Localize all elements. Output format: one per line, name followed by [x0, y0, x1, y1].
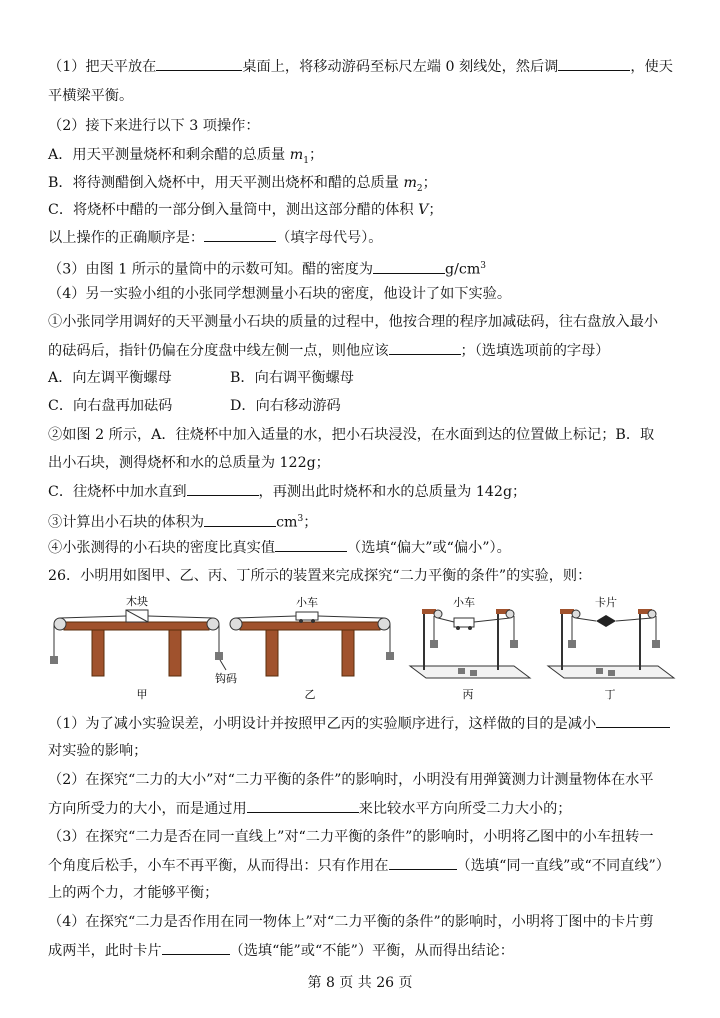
- text: （选填“同一直线”或“不同直线”）: [456, 858, 670, 874]
- answer-blank-5[interactable]: [389, 340, 461, 355]
- weight-icon: [652, 640, 660, 648]
- string: [616, 618, 652, 621]
- label-jia: 甲: [136, 688, 148, 701]
- table-top: [240, 622, 380, 630]
- wheel: [311, 619, 315, 623]
- card-icon: [596, 615, 616, 627]
- leader-line: [220, 660, 226, 670]
- pulley-icon: [572, 610, 580, 618]
- wheel: [468, 626, 472, 630]
- weight-icon: [596, 668, 603, 674]
- pulley-icon: [207, 618, 219, 630]
- subscript: 2: [416, 183, 423, 194]
- cart-body: [296, 612, 318, 620]
- text: C．将烧杯中醋的一部分倒入量筒中，测出这部分醋的体积: [48, 202, 419, 218]
- text: （1）把天平放在: [48, 59, 157, 75]
- subscript: 1: [303, 155, 309, 166]
- step1-line1: ①小张同学用调好的天平测量小石块的质量的过程中，他按合理的程序加减砝码，往右盘放入最小: [48, 314, 659, 330]
- weight-icon: [568, 640, 576, 648]
- text: g/cm: [445, 261, 481, 278]
- text: （选填“偏大”或“偏小”）。: [347, 540, 511, 556]
- table-leg: [342, 630, 354, 676]
- string: [60, 616, 126, 618]
- answer-blank-12[interactable]: [162, 940, 230, 955]
- pulley-icon: [434, 610, 442, 618]
- text: A．用天平测量烧杯和剩余醋的总质量: [48, 147, 290, 163]
- choices-row-1: [48, 368, 354, 388]
- cart-body: [454, 618, 474, 627]
- text: ，再测出此时烧杯和水的总质量为 142g；: [258, 484, 527, 500]
- text: 个角度后松手，小车不再平衡，从而得出：只有作用在: [48, 858, 389, 874]
- string: [148, 616, 213, 618]
- pulley-icon: [648, 610, 656, 618]
- q26-part2-line2: [48, 798, 571, 819]
- q26-part1-line2: 对实验的影响；: [48, 743, 148, 759]
- superscript: 3: [480, 261, 487, 271]
- text: ；: [303, 514, 318, 531]
- answer-blank-2[interactable]: [558, 56, 630, 71]
- string: [318, 616, 384, 618]
- figure-bing: [410, 595, 530, 701]
- text: 以上操作的正确顺序是：: [48, 230, 205, 246]
- string: [438, 618, 454, 622]
- choices-row-2: [48, 396, 341, 416]
- wheel: [299, 619, 303, 623]
- label-gouma: 钩码: [215, 672, 237, 685]
- apparatus-figures: [44, 594, 684, 704]
- text: ③计算出小石块的体积为: [48, 514, 205, 531]
- step2-line3: [48, 481, 526, 502]
- text: （选填“能”或“不能”）平衡，从而得出结论：: [229, 943, 514, 959]
- text: cm: [276, 514, 298, 531]
- choice-b: B．向右调平衡螺母: [230, 370, 354, 386]
- text: 来比较水平方向所受二力大小的；: [358, 801, 572, 817]
- label-xiaoche1: 小车: [296, 596, 318, 609]
- q26-part4-line1: （4）在探究“二力是否作用在同一物体上”对“二力平衡的条件”的影响时，小明将丁图中的卡片剪: [48, 914, 654, 930]
- text: （3）由图 1 所示的量筒中的示数可知。醋的密度为: [48, 261, 374, 278]
- superscript: 3: [297, 514, 304, 524]
- text: 的砝码后，指针仍偏在分度盘中线左侧一点，则他应该: [48, 343, 389, 359]
- var: m: [289, 147, 304, 163]
- table-top: [64, 622, 209, 630]
- q26-part1-line1: [48, 713, 670, 734]
- q25-part4: （4）另一实验小组的小张同学想测量小石块的密度，他设计了如下实验。: [48, 286, 512, 302]
- step3: [48, 509, 317, 533]
- table-leg: [92, 630, 104, 676]
- text: 方向所受力的大小，而是通过用: [48, 801, 247, 817]
- figure-yi: [230, 595, 394, 701]
- weight-icon: [430, 640, 438, 648]
- answer-blank-3[interactable]: [204, 227, 276, 242]
- string: [474, 618, 510, 622]
- q26-part3-line3: 上的两个力，才能够平衡；: [48, 885, 219, 901]
- table-leg: [169, 630, 181, 676]
- choice-c: C．向右盘再加砝码: [48, 398, 173, 414]
- pulley-icon: [54, 618, 66, 630]
- q25-part3: [48, 256, 486, 280]
- label-kapian: 卡片: [595, 596, 617, 609]
- string: [576, 618, 596, 621]
- q26-part3-line1: （3）在探究“二力是否在同一直线上”对“二力平衡的条件”的影响时，小明将乙图中的小车扭转一: [48, 829, 654, 845]
- label-ding: 丁: [604, 688, 616, 701]
- choice-d: D．向右移动游码: [230, 398, 341, 414]
- figure-jia: [50, 594, 237, 701]
- weight-icon: [470, 670, 477, 676]
- text: ④小张测得的小石块的密度比真实值: [48, 540, 276, 556]
- operation-b: [48, 173, 437, 199]
- weight-icon: [458, 668, 465, 674]
- var: V: [418, 202, 429, 218]
- step2-line1: ②如图 2 所示，A．往烧杯中加入适量的水，把小石块浸没，在水面到达的位置做上标记；B．取: [48, 427, 655, 443]
- order-line: [48, 227, 382, 248]
- label-mukuai: 木块: [126, 595, 148, 608]
- text: 成两半，此时卡片: [48, 943, 162, 959]
- weight-icon: [215, 652, 223, 660]
- q25-part1-line2: 平横梁平衡。: [48, 88, 134, 104]
- step2-line2: 出小石块，测得烧杯和水的总质量为 122g；: [48, 455, 330, 471]
- text: ；: [422, 175, 437, 191]
- answer-blank-9[interactable]: [596, 713, 670, 728]
- var: m: [403, 175, 417, 191]
- text: ，使天: [630, 59, 673, 75]
- weight-icon: [386, 652, 394, 660]
- step1-line2: [48, 340, 609, 361]
- answer-blank-1[interactable]: [156, 56, 242, 71]
- label-yi: 乙: [304, 688, 316, 701]
- weight-icon: [608, 670, 615, 676]
- answer-blank-7[interactable]: [204, 512, 276, 527]
- answer-blank-4[interactable]: [373, 259, 445, 274]
- pulley-icon: [230, 618, 242, 630]
- answer-blank-8[interactable]: [275, 537, 347, 552]
- text: C．往烧杯中加水直到: [48, 484, 187, 500]
- text: ；（选填选项前的字母）: [460, 343, 610, 359]
- answer-blank-10[interactable]: [247, 798, 359, 813]
- q26-part4-line2: [48, 940, 514, 961]
- figure-ding: [548, 595, 674, 701]
- operation-c: [48, 200, 443, 220]
- step4: [48, 537, 511, 558]
- label-bing: 丙: [462, 688, 474, 701]
- answer-blank-6[interactable]: [187, 481, 259, 496]
- wheel: [456, 626, 460, 630]
- text: B．将待测醋倒入烧杯中，用天平测出烧杯和醋的总质量: [48, 175, 404, 191]
- operation-a: [48, 145, 323, 171]
- label-xiaoche2: 小车: [453, 596, 475, 609]
- answer-blank-11[interactable]: [389, 855, 457, 870]
- text: ；: [308, 147, 324, 163]
- weight-icon: [510, 640, 518, 648]
- q26-part2-line1: （2）在探究“二力的大小”对“二力平衡的条件”的影响时，小明没有用弹簧测力计测量物体在水平: [48, 772, 654, 788]
- weight-icon: [50, 656, 58, 664]
- text: （填字母代号）。: [276, 230, 383, 246]
- q25-part2-title: （2）接下来进行以下 3 项操作：: [48, 118, 260, 134]
- page-number: 第 8 页 共 26 页: [307, 975, 413, 991]
- table-leg: [266, 630, 278, 676]
- text: （1）为了减小实验误差，小明设计并按照甲乙丙的实验顺序进行，这样做的目的是减小: [48, 716, 597, 732]
- text: ；: [428, 202, 443, 218]
- pulley-icon: [378, 618, 390, 630]
- string: [236, 616, 296, 618]
- choice-a: A．向左调平衡螺母: [48, 370, 172, 386]
- text: 桌面上，将移动游码至标尺左端 0 刻线处，然后调: [242, 59, 559, 75]
- q26-part3-line2: [48, 855, 670, 876]
- pulley-icon: [506, 610, 514, 618]
- q25-part1-line1: [48, 56, 673, 77]
- q26-intro: 26．小明用如图甲、乙、丙、丁所示的装置来完成探究“二力平衡的条件”的实验，则：: [48, 568, 592, 584]
